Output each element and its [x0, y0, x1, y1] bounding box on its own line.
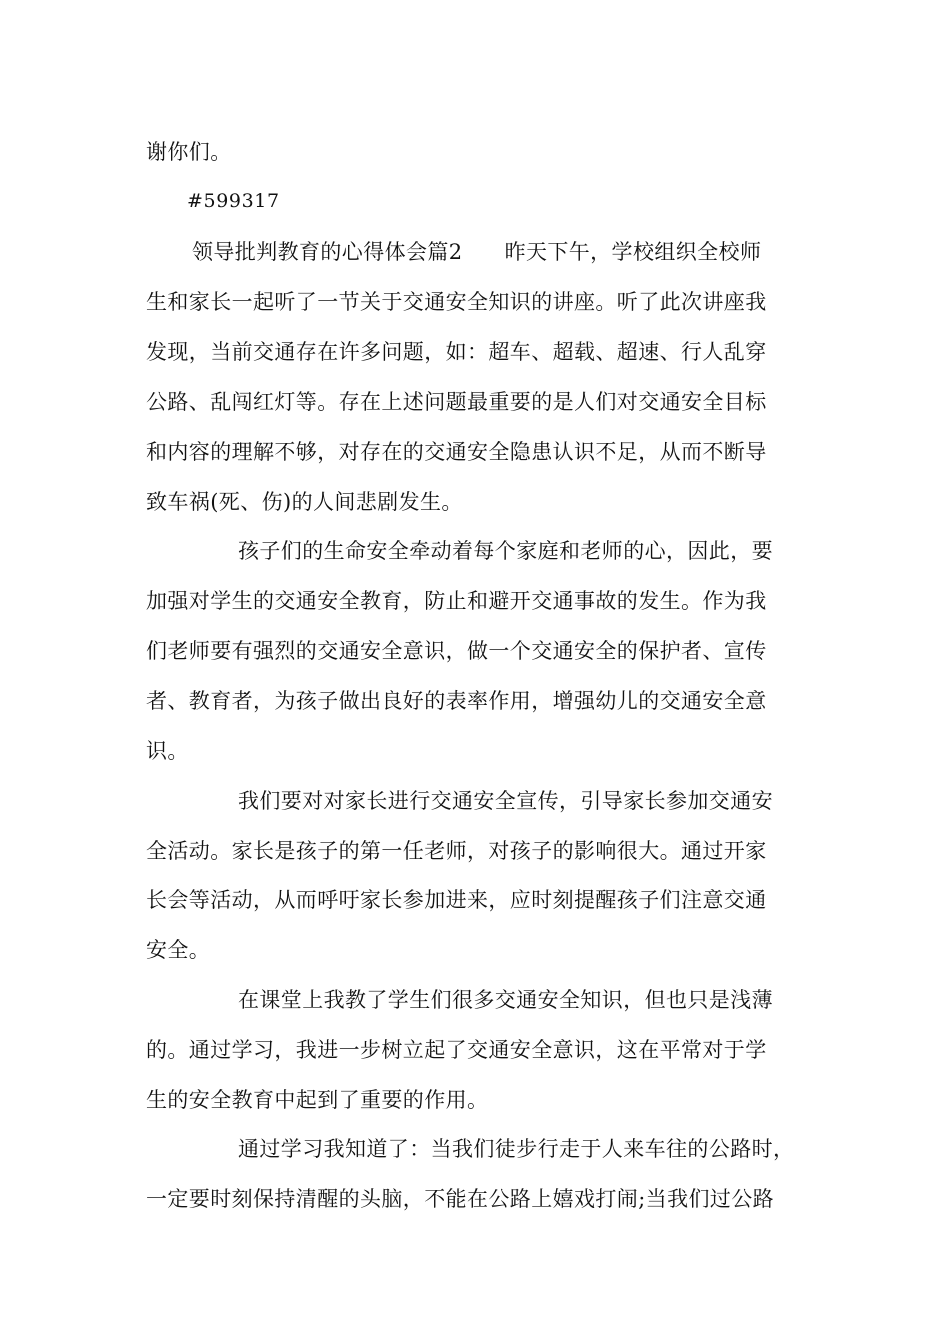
text-line: 识。: [146, 739, 189, 763]
text-line: 和内容的理解不够，对存在的交通安全隐患认识不足，从而不断导: [146, 440, 767, 464]
paragraph-first-line: 通过学习我知道了：当我们徒步行走于人来车往的公路时，: [238, 1137, 795, 1161]
text-line: 谢你们。: [146, 140, 232, 164]
paragraph-start: 昨天下午，学校组织全校师: [504, 240, 762, 264]
paragraph-first-line: 我们要对对家长进行交通安全宣传，引导家长参加交通安: [238, 789, 773, 813]
text-line: 全活动。家长是孩子的第一任老师，对孩子的影响很大。通过开家: [146, 839, 767, 863]
text-line: 发现，当前交通存在许多问题，如：超车、超载、超速、行人乱穿: [146, 340, 767, 364]
text-line: 长会等活动，从而呼吁家长参加进来，应时刻提醒孩子们注意交通: [146, 888, 767, 912]
document-code: #599317: [187, 190, 280, 212]
text-line: 公路、乱闯红灯等。存在上述问题最重要的是人们对交通安全目标: [146, 390, 767, 414]
paragraph-first-line: 孩子们的生命安全牵动着每个家庭和老师的心，因此，要: [238, 539, 773, 563]
section-title-line: [192, 237, 872, 267]
paragraph-first-line: 在课堂上我教了学生们很多交通安全知识，但也只是浅薄: [238, 988, 773, 1012]
text-line: 者、教育者，为孩子做出良好的表率作用，增强幼儿的交通安全意: [146, 689, 767, 713]
text-line: 们老师要有强烈的交通安全意识，做一个交通安全的保护者、宣传: [146, 639, 767, 663]
text-line: 致车祸(死、伤)的人间悲剧发生。: [146, 490, 463, 514]
text-line: 加强对学生的交通安全教育，防止和避开交通事故的发生。作为我: [146, 589, 767, 613]
text-line: 的。通过学习，我进一步树立起了交通安全意识，这在平常对于学: [146, 1038, 767, 1062]
text-line: 一定要时刻保持清醒的头脑，不能在公路上嬉戏打闹;当我们过公路: [146, 1187, 775, 1211]
text-line: 安全。: [146, 938, 211, 962]
text-line: 生和家长一起听了一节关于交通安全知识的讲座。听了此次讲座我: [146, 290, 767, 314]
text-line: 生的安全教育中起到了重要的作用。: [146, 1088, 489, 1112]
section-title: 领导批判教育的心得体会篇2: [192, 240, 463, 264]
